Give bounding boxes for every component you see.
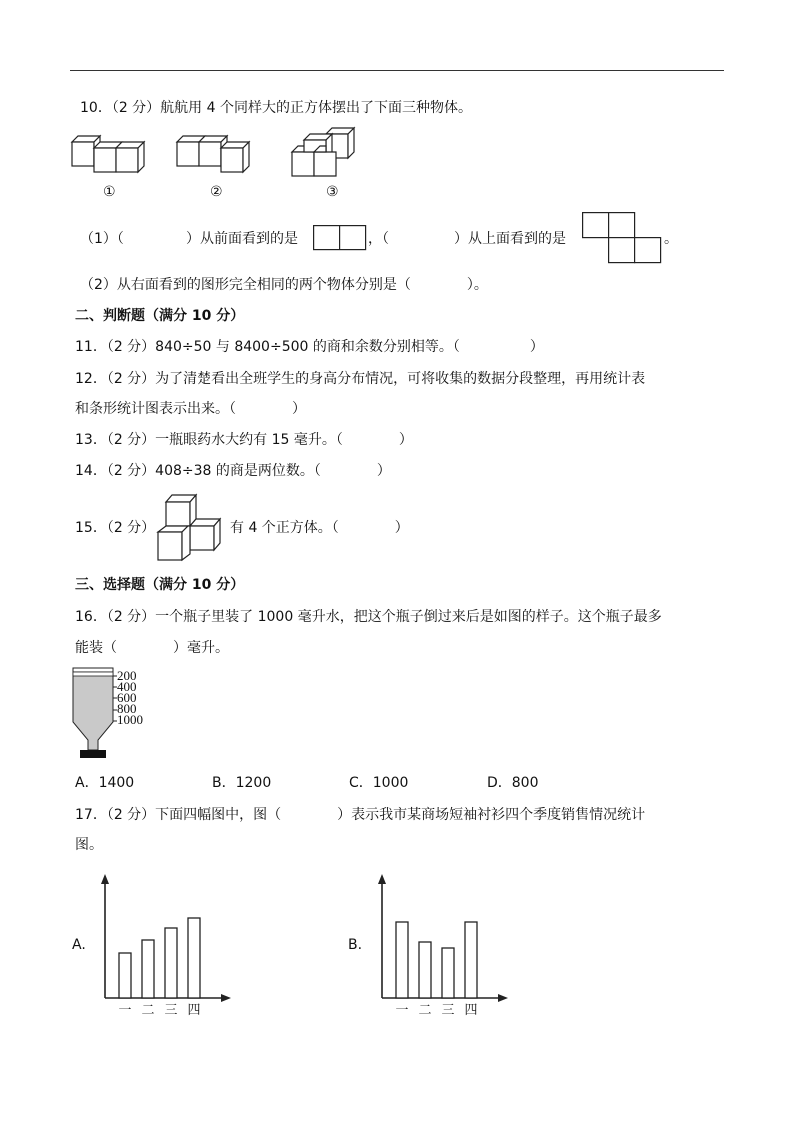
q10-part2: （2）从右面看到的图形完全相同的两个物体分别是（ ）。	[80, 277, 488, 293]
figure-label-3: ③	[326, 184, 339, 200]
cube-figure-1	[70, 128, 160, 178]
option-d[interactable]: D．800	[487, 775, 539, 791]
bottle-tick-label: 1000	[117, 712, 143, 727]
bar	[419, 942, 431, 998]
q16-line-1: 16．（2 分）一个瓶子里装了 1000 毫升水，把这个瓶子倒过来后是如图的样子。这个瓶子最多	[75, 609, 662, 625]
chart-b-label: B.	[348, 937, 363, 953]
bottle-tick-label: 200	[117, 668, 137, 683]
bottle-tick-label: 400	[117, 679, 137, 694]
bottle-scale	[117, 670, 143, 725]
q10-part1-start: （1）（	[80, 231, 124, 247]
q10-part1-front: ）从前面看到的是	[186, 231, 298, 247]
q15-start: 15．（2 分）	[75, 520, 156, 536]
cube-figure-2	[175, 128, 275, 178]
cube-figure-3	[290, 124, 380, 180]
bar	[188, 918, 200, 998]
bar	[142, 940, 154, 998]
bottle-tick-label: 800	[117, 701, 137, 716]
q14: 14．（2 分）408÷38 的商是两位数。（ ）	[75, 463, 391, 479]
x-axis-arrow	[498, 994, 508, 1002]
chart-a-label: A.	[72, 937, 86, 953]
x-axis-arrow	[221, 994, 231, 1002]
bottle-tick-label: 600	[117, 690, 137, 705]
q10-part1-end: 。	[664, 231, 678, 247]
bar	[165, 928, 177, 998]
q16-line-2: 能装（ ）毫升。	[75, 640, 229, 656]
figure-label-1: ①	[103, 184, 116, 200]
chart-a	[95, 870, 245, 1020]
bar	[119, 953, 131, 998]
x-tick-label: 二	[418, 1003, 432, 1018]
q11: 11．（2 分）840÷50 与 8400÷500 的商和余数分别相等。（ ）	[75, 339, 544, 355]
q15-end: 有 4 个正方体。（ ）	[230, 520, 409, 536]
x-tick-label: 四	[187, 1003, 201, 1018]
y-axis-arrow	[101, 874, 109, 884]
q10-stem: 10．（2 分）航航用 4 个同样大的正方体摆出了下面三种物体。	[80, 100, 472, 116]
bar	[442, 948, 454, 998]
option-a[interactable]: A．1400	[75, 775, 135, 791]
x-tick-label: 三	[164, 1003, 178, 1018]
figure-label-2: ②	[210, 184, 223, 200]
x-tick-label: 二	[141, 1003, 155, 1018]
bar	[396, 922, 408, 998]
q12-line-1: 12．（2 分）为了清楚看出全班学生的身高分布情况，可将收集的数据分段整理，再用统计表	[75, 371, 646, 387]
section-3-heading: 三、选择题（满分 10 分）	[75, 577, 245, 593]
q10-part1-sep: ，（	[368, 231, 389, 247]
front-view-grid	[313, 225, 367, 251]
option-c[interactable]: C．1000	[349, 775, 409, 791]
q13: 13．（2 分）一瓶眼药水大约有 15 毫升。（ ）	[75, 432, 413, 448]
q17-line-2: 图。	[75, 837, 103, 853]
y-axis-arrow	[378, 874, 386, 884]
x-tick-label: 四	[464, 1003, 478, 1018]
section-2-heading: 二、判断题（满分 10 分）	[75, 308, 245, 324]
q17-line-1: 17．（2 分）下面四幅图中，图（ ）表示我市某商场短袖衬衫四个季度销售情况统计	[75, 807, 646, 823]
chart-b	[372, 870, 522, 1020]
top-view-grid	[582, 212, 664, 264]
bar	[465, 922, 477, 998]
header-rule	[70, 70, 724, 71]
x-tick-label: 一	[118, 1003, 132, 1018]
x-tick-label: 三	[441, 1003, 455, 1018]
x-tick-label: 一	[395, 1003, 409, 1018]
q10-part1-top: ）从上面看到的是	[454, 231, 566, 247]
option-b[interactable]: B．1200	[212, 775, 272, 791]
q12-line-2: 和条形统计图表示出来。（ ）	[75, 401, 306, 417]
q15-cube-figure	[152, 492, 232, 564]
